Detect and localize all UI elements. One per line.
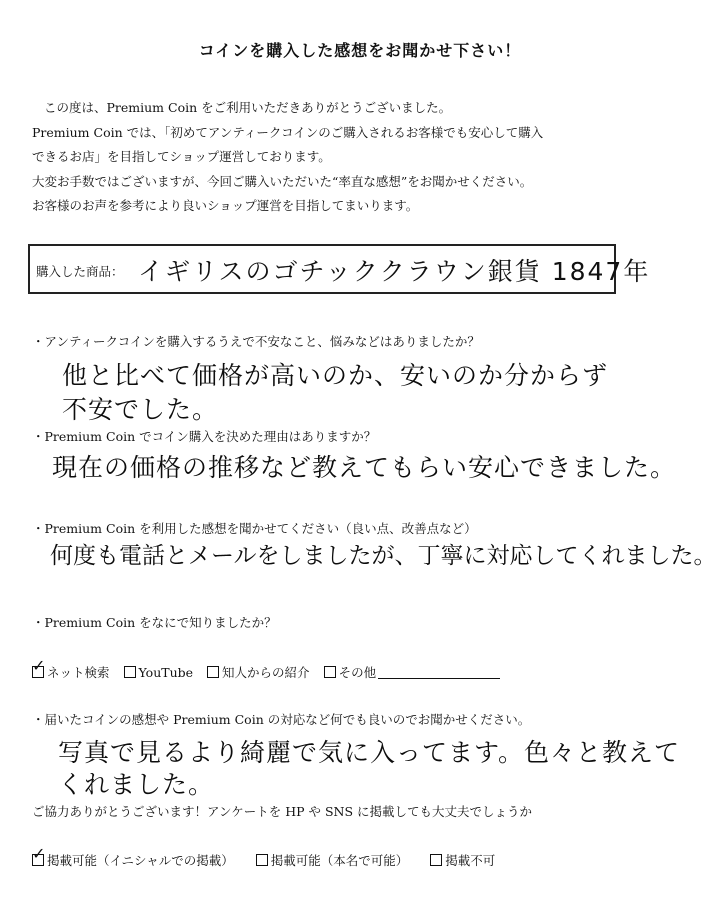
question-4: ・Premium Coin をなにで知りましたか？ xyxy=(32,615,277,630)
product-label: 購入した商品： xyxy=(36,264,124,279)
option-label: YouTube xyxy=(138,664,194,680)
intro-line: できるお店」を目指してショップ運営しております。 xyxy=(32,149,331,164)
question-5: ・届いたコインの感想や Premium Coin の対応など何でも良いのでお聞かせください。 xyxy=(32,712,531,727)
intro-text xyxy=(32,96,543,219)
intro-line: 大変お手数ではございますが、今回ご購入いただいた“率直な感想”をお聞かせください。 xyxy=(32,173,533,189)
option-label: 掲載可能（イニシャルでの掲載） xyxy=(47,853,234,868)
option-net-search[interactable] xyxy=(32,663,110,681)
product-value[interactable]: イギリスのゴチッククラウン銀貨 1847年 xyxy=(138,257,651,286)
source-options xyxy=(32,663,514,681)
checkbox-icon[interactable] xyxy=(430,854,442,866)
intro-line: Premium Coin では、「初めてアンティークコインのご購入されるお客様でも安心して購入 xyxy=(32,124,544,140)
checkbox-checked-icon[interactable] xyxy=(32,666,44,678)
intro-line: お客様のお声を参考により良いショップ運営を目指してまいります。 xyxy=(32,198,419,213)
page-title: コインを購入した感想をお聞かせ下さい！ xyxy=(198,41,522,60)
answer-2-line-1[interactable]: 現在の価格の推移など教えてもらい安心できました。 xyxy=(52,453,677,482)
option-other[interactable] xyxy=(324,663,501,681)
consent-options xyxy=(32,851,509,869)
option-real-name[interactable] xyxy=(256,851,409,869)
checkbox-icon[interactable] xyxy=(207,666,219,678)
checkbox-icon[interactable] xyxy=(124,666,136,678)
consent-question: ご協力ありがとうございます！アンケートを HP や SNS に掲載しても大丈夫でしょうか xyxy=(32,804,533,819)
checkbox-checked-icon[interactable] xyxy=(32,854,44,866)
checkbox-icon[interactable] xyxy=(256,854,268,866)
question-3: ・Premium Coin を利用した感想を聞かせてください（良い点、改善点など） xyxy=(32,521,477,536)
answer-1-line-1[interactable]: 他と比べて価格が高いのか、安いのか分からず xyxy=(62,361,609,390)
option-referral[interactable] xyxy=(207,663,310,681)
question-2: ・Premium Coin でコイン購入を決めた理由はありますか？ xyxy=(32,429,377,444)
product-box xyxy=(28,244,651,294)
option-label: 知人からの紹介 xyxy=(222,665,310,680)
other-blank-line[interactable] xyxy=(378,666,500,679)
option-not-allowed[interactable] xyxy=(430,851,495,869)
option-label: その他 xyxy=(338,665,377,680)
intro-line: この度は、Premium Coin をご利用いただきありがとうございました。 xyxy=(44,100,452,115)
option-label: ネット検索 xyxy=(47,665,110,680)
answer-3-line-1[interactable]: 何度も電話とメールをしましたが、丁寧に対応してくれました。 xyxy=(50,543,717,569)
option-label: 掲載可能（本名で可能） xyxy=(270,853,409,868)
option-initials[interactable] xyxy=(32,851,234,869)
option-youtube[interactable] xyxy=(124,665,194,680)
checkbox-icon[interactable] xyxy=(324,666,336,678)
question-1: ・アンティークコインを購入するうえで不安なこと、悩みなどはありましたか？ xyxy=(32,334,480,349)
answer-1-line-2[interactable]: 不安でした。 xyxy=(62,395,219,424)
option-label: 掲載不可 xyxy=(445,853,496,868)
answer-5-line-1[interactable]: 写真で見るより綺麗で気に入ってます。色々と教えて xyxy=(58,738,681,767)
answer-5-line-2[interactable]: くれました。 xyxy=(58,770,215,799)
